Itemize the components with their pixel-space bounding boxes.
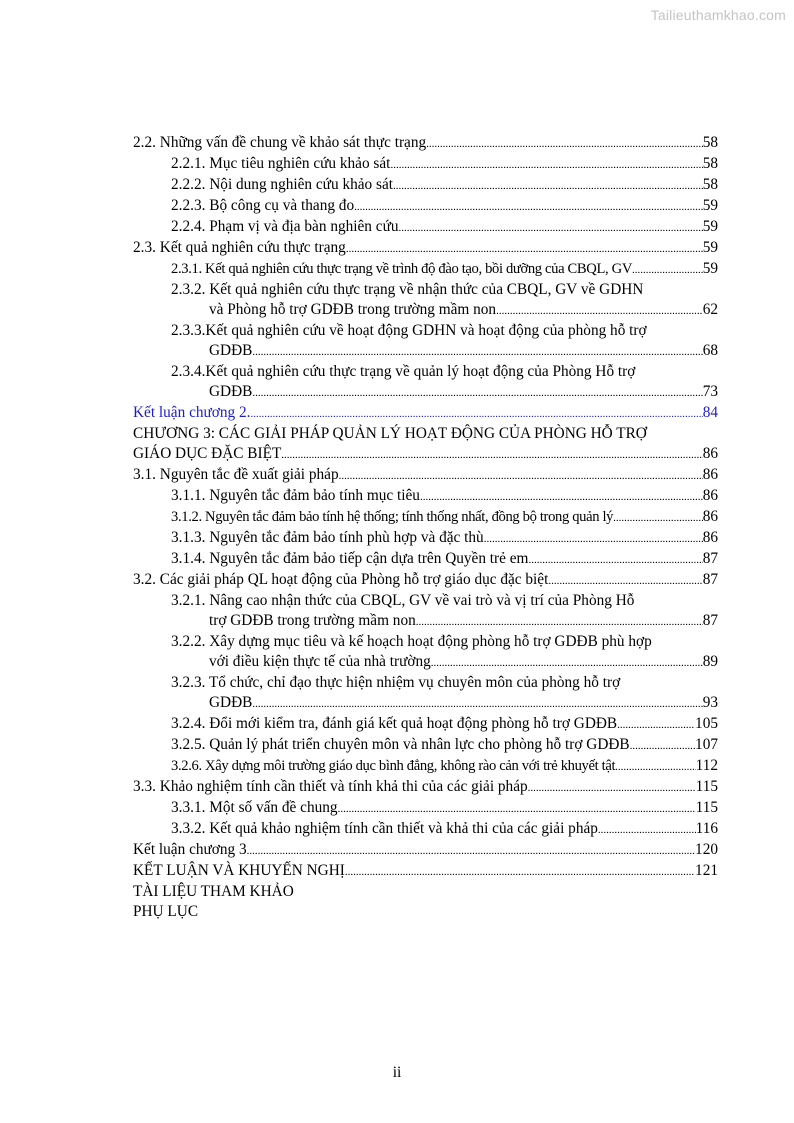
toc-entry-title: 3.1.2. Nguyên tắc đảm bảo tính hệ thống; tính thống nhất, đồng bộ trong quản lý: [171, 509, 614, 525]
toc-leader-dots: [252, 693, 702, 714]
toc-entry[interactable]: [133, 362, 718, 403]
toc-leader-dots: [399, 217, 703, 238]
page-number: ii: [392, 1064, 402, 1081]
toc-entry-title: 2.3. Kết quả nghiên cứu thực trạng: [133, 239, 346, 256]
toc-page-number: 93: [702, 694, 718, 711]
toc-entry-title: 3.1.4. Nguyên tắc đảm bảo tiếp cận dựa trên Quyền trẻ em: [171, 550, 529, 567]
toc-entry-title: 2.3.2. Kết quả nghiên cứu thực trạng về nhận thức của CBQL, GV về GDHN: [171, 281, 644, 298]
toc-entry-title: 2.2. Những vấn đề chung về khảo sát thực trạng: [133, 134, 427, 151]
toc-entry[interactable]: [133, 591, 718, 632]
toc-leader-dots: [615, 756, 695, 777]
toc-leader-dots: [431, 652, 703, 673]
toc-entry[interactable]: [133, 528, 718, 549]
toc-entry[interactable]: [133, 570, 718, 591]
toc-entry-title: CHƯƠNG 3: CÁC GIẢI PHÁP QUẢN LÝ HOẠT ĐỘNG CỦA PHÒNG HỖ TRỢ: [133, 425, 647, 442]
toc-page-number: 115: [695, 778, 718, 795]
toc-entry[interactable]: [133, 798, 718, 819]
toc-entry-title: 3.2.5. Quản lý phát triển chuyên môn và nhân lực cho phòng hỗ trợ GDĐB: [171, 736, 630, 753]
toc-entry[interactable]: [133, 424, 718, 465]
toc-entry-title: 3.3.2. Kết quả khảo nghiệm tính cần thiết và khả thi của các giải pháp: [171, 820, 598, 837]
toc-entry[interactable]: [133, 840, 718, 861]
toc-entry-title: 3.2.1. Nâng cao nhận thức của CBQL, GV về vai trò và vị trí của Phòng Hỗ: [171, 592, 635, 609]
table-of-contents: [133, 133, 718, 922]
toc-leader-dots: [528, 549, 702, 570]
toc-page-number: 84: [702, 404, 718, 421]
toc-entry[interactable]: [133, 735, 718, 756]
toc-leader-dots: [281, 444, 702, 465]
toc-entry-title: 3.1. Nguyên tắc đề xuất giải pháp: [133, 466, 339, 483]
toc-entry-link[interactable]: [133, 403, 718, 424]
toc-entry[interactable]: [133, 196, 718, 217]
toc-entry-title-continued: GDĐB: [209, 694, 253, 711]
toc-entry[interactable]: [133, 321, 718, 362]
toc-page-number: 87: [702, 571, 718, 588]
toc-entry[interactable]: [133, 217, 718, 238]
toc-leader-dots: [630, 735, 695, 756]
toc-entry-title: 2.2.1. Mục tiêu nghiên cứu khảo sát: [171, 155, 391, 172]
toc-leader-dots: [346, 238, 703, 259]
toc-entry[interactable]: [133, 882, 718, 902]
toc-page-number: 86: [702, 445, 718, 462]
toc-page-number: 68: [702, 342, 718, 359]
toc-entry[interactable]: [133, 175, 718, 196]
toc-entry[interactable]: [133, 154, 718, 175]
toc-leader-dots: [252, 382, 702, 403]
toc-page-number: 86: [702, 466, 718, 483]
toc-entry-title: KẾT LUẬN VÀ KHUYẾN NGHỊ: [133, 862, 345, 879]
toc-page-number: 59: [702, 197, 718, 214]
toc-entry[interactable]: [133, 259, 718, 280]
toc-entry[interactable]: [133, 238, 718, 259]
toc-entry[interactable]: [133, 632, 718, 673]
toc-page-number: 87: [702, 612, 718, 629]
toc-entry-title: Kết luận chương 2.: [133, 404, 251, 421]
toc-entry-title-continued: GDĐB: [209, 383, 253, 400]
toc-entry-title-continued: và Phòng hỗ trợ GDĐB trong trường mầm non: [209, 301, 497, 318]
toc-entry-title: 3.3. Khảo nghiệm tính cần thiết và tính khả thi của các giải pháp: [133, 778, 528, 795]
toc-entry-title: 3.2.6. Xây dựng môi trường giáo dục bình đẳng, không rào cản với trẻ khuyết tật: [171, 758, 616, 774]
toc-leader-dots: [390, 154, 702, 175]
toc-entry-title: 3.2.3. Tổ chức, chỉ đạo thực hiện nhiệm vụ chuyên môn của phòng hỗ trợ: [171, 674, 621, 691]
toc-leader-dots: [613, 507, 703, 528]
toc-entry[interactable]: [133, 465, 718, 486]
toc-page-number: 112: [695, 757, 718, 774]
toc-leader-dots: [617, 714, 695, 735]
toc-page-number: 89: [702, 653, 718, 670]
toc-entry[interactable]: [133, 861, 718, 882]
toc-page-number: 62: [702, 301, 718, 318]
toc-page-number: 58: [702, 134, 718, 151]
toc-entry[interactable]: [133, 133, 718, 154]
toc-entry-title: 3.1.3. Nguyên tắc đảm bảo tính phù hợp và đặc thù: [171, 529, 484, 546]
toc-entry-title: 2.2.3. Bộ công cụ và thang đo: [171, 197, 355, 214]
toc-entry[interactable]: [133, 549, 718, 570]
toc-entry-title: 2.3.4.Kết quả nghiên cứu thực trạng về quản lý hoạt động của Phòng Hỗ trợ: [171, 363, 636, 380]
toc-leader-dots: [338, 798, 696, 819]
toc-leader-dots: [247, 840, 695, 861]
toc-page-number: 58: [702, 176, 718, 193]
toc-leader-dots: [496, 300, 703, 321]
toc-leader-dots: [484, 528, 703, 549]
toc-leader-dots: [252, 341, 702, 362]
toc-leader-dots: [548, 570, 702, 591]
toc-entry-title: 2.3.3.Kết quả nghiên cứu về hoạt động GDHN và hoạt động của phòng hỗ trợ: [171, 322, 647, 339]
toc-leader-dots: [426, 133, 703, 154]
toc-entry-title-continued: trợ GDĐB trong trường mầm non: [209, 612, 416, 629]
watermark: Tailieuthamkhao.com: [650, 7, 786, 23]
toc-leader-dots: [393, 175, 703, 196]
toc-page-number: 59: [702, 218, 718, 235]
toc-entry[interactable]: [133, 507, 718, 528]
toc-page-number: 59: [702, 239, 718, 256]
toc-entry-title: 3.2. Các giải pháp QL hoạt động của Phòng hỗ trợ giáo dục đặc biệt: [133, 571, 549, 588]
toc-leader-dots: [345, 861, 695, 882]
toc-entry[interactable]: [133, 280, 718, 321]
toc-leader-dots: [250, 403, 702, 424]
toc-entry[interactable]: [133, 819, 718, 840]
toc-entry[interactable]: [133, 756, 718, 777]
toc-page-number: 58: [702, 155, 718, 172]
toc-entry-title: 3.2.4. Đổi mới kiểm tra, đánh giá kết quả hoạt động phòng hỗ trợ GDĐB: [171, 715, 618, 732]
toc-page-number: 59: [702, 260, 718, 277]
toc-page-number: 86: [702, 487, 718, 504]
toc-page-number: 121: [695, 862, 718, 879]
toc-leader-dots: [339, 465, 703, 486]
toc-entry-title: PHỤ LỤC: [133, 903, 199, 920]
toc-entry-title: Kết luận chương 3: [133, 841, 247, 858]
toc-leader-dots: [420, 486, 703, 507]
toc-entry-title: TÀI LIỆU THAM KHẢO: [133, 883, 294, 900]
toc-entry[interactable]: [133, 777, 718, 798]
toc-page-number: 73: [702, 383, 718, 400]
toc-entry-title: 3.1.1. Nguyên tắc đảm bảo tính mục tiêu: [171, 487, 420, 504]
toc-page-number: 115: [695, 799, 718, 816]
toc-page-number: 116: [695, 820, 718, 837]
toc-entry[interactable]: [133, 902, 718, 922]
toc-entry-title: 2.3.1. Kết quả nghiên cứu thực trạng về trình độ đào tạo, bồi dưỡng của CBQL, GV: [171, 261, 633, 277]
toc-page-number: 120: [695, 841, 718, 858]
toc-entry[interactable]: [133, 673, 718, 714]
toc-page-number: 105: [695, 715, 718, 732]
toc-page-number: 86: [702, 508, 718, 525]
toc-entry-title-continued: GDĐB: [209, 342, 253, 359]
toc-entry-title: 2.2.4. Phạm vị và địa bàn nghiên cứu: [171, 218, 399, 235]
toc-leader-dots: [598, 819, 696, 840]
toc-entry-title-continued: với điều kiện thực tế của nhà trường: [209, 653, 431, 670]
toc-leader-dots: [528, 777, 696, 798]
toc-entry-title: 3.2.2. Xây dựng mục tiêu và kế hoạch hoạt động phòng hỗ trợ GDĐB phù hợp: [171, 633, 652, 650]
toc-leader-dots: [632, 259, 703, 280]
toc-entry-title-continued: GIÁO DỤC ĐẶC BIỆT: [133, 445, 282, 462]
toc-entry[interactable]: [133, 714, 718, 735]
toc-entry-title: 2.2.2. Nội dung nghiên cứu khảo sát: [171, 176, 393, 193]
toc-page-number: 86: [702, 529, 718, 546]
toc-page-number: 107: [695, 736, 718, 753]
toc-leader-dots: [354, 196, 703, 217]
toc-entry-title: 3.3.1. Một số vấn đề chung: [171, 799, 338, 816]
toc-entry[interactable]: [133, 486, 718, 507]
toc-leader-dots: [416, 611, 703, 632]
toc-page-number: 87: [702, 550, 718, 567]
